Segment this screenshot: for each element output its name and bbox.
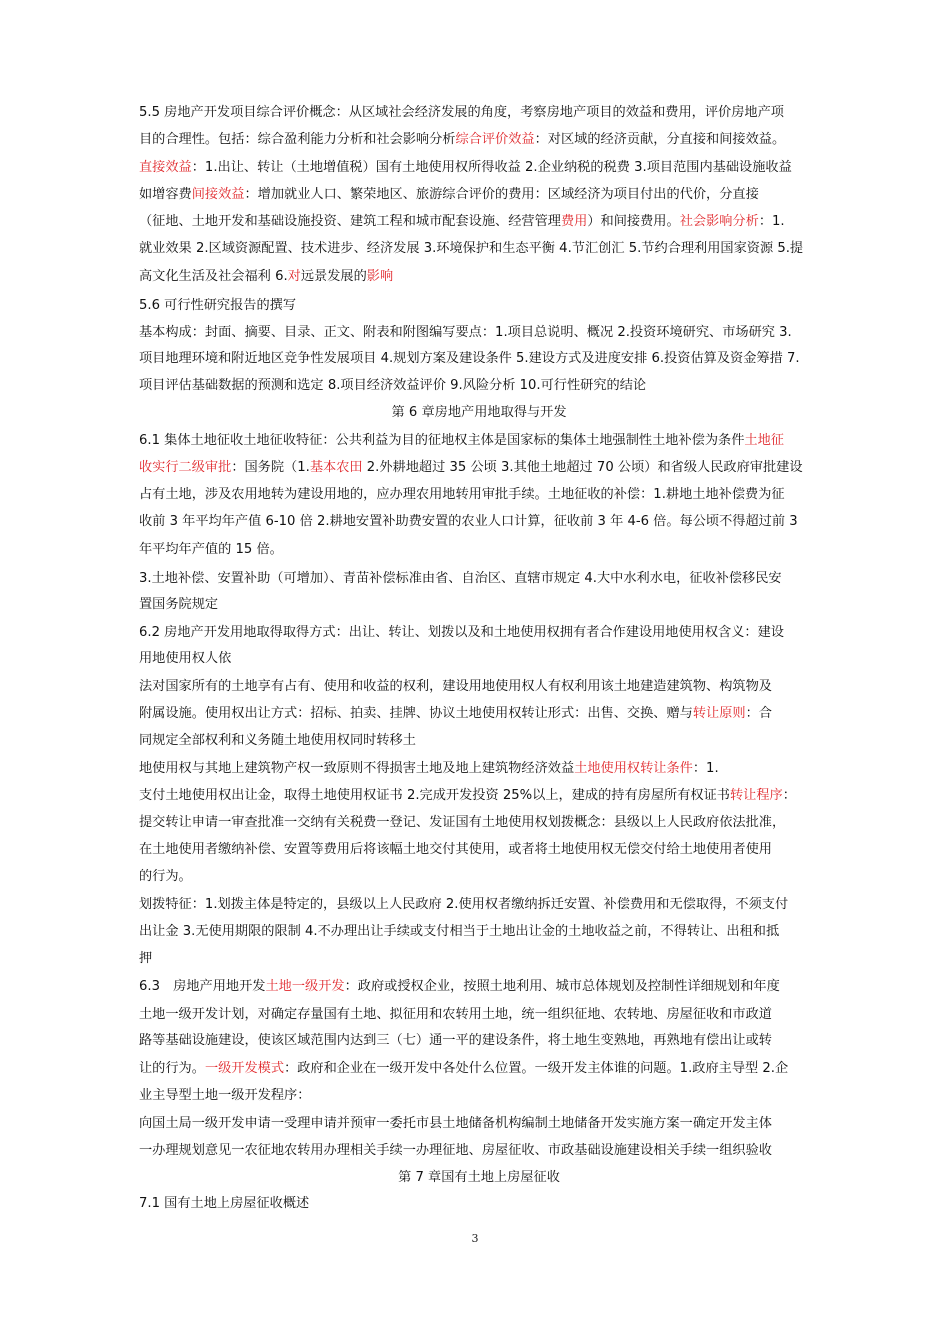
text-run: 第 7 章国有土地上房屋征收: [398, 1170, 560, 1185]
text-line: [139, 240, 803, 258]
highlighted-term: 社会影响分析: [679, 214, 759, 229]
text-run: 业主导型土地一级开发程序：: [139, 1088, 311, 1103]
text-line: [139, 324, 792, 342]
text-run: 附属设施。使用权出让方式：招标、拍卖、挂牌、协议土地使用权转让形式：出售、交换、赠与: [139, 706, 693, 721]
text-line: [139, 787, 796, 805]
text-run: 收前 3 年平均年产值 6-10 倍 2.耕地安置补助费安置的农业人口计算，征收前 3 年 4-6 倍。每公顷不得超过前 3: [139, 514, 798, 529]
text-line: [139, 732, 416, 750]
text-run: ：政府和企业在一级开发中各处什么位置。一级开发主体谁的问题。1.政府主导型 2.企: [284, 1061, 789, 1076]
text-line: [139, 570, 782, 588]
text-run: 用地使用权人依: [139, 651, 232, 666]
text-run: 同规定全部权利和义务随土地使用权同时转移土: [139, 733, 416, 748]
text-line: [139, 1060, 788, 1078]
chapter-heading: [139, 1169, 819, 1187]
text-run: 就业效果 2.区域资源配置、技术进步、经济发展 3.环境保护和生态平衡 4.节汇创汇 5.节约合理利用国家资源 5.提: [139, 241, 804, 256]
text-run: ：合: [745, 706, 772, 721]
text-line: [139, 541, 283, 559]
text-run: ：国务院（1.: [231, 460, 310, 475]
highlighted-term: 土地使用权转让条件: [574, 761, 693, 776]
text-run: 第 6 章房地产用地取得与开发: [391, 405, 567, 420]
text-run: 项目评估基础数据的预测和选定 8.项目经济效益评价 9.风险分析 10.可行性研究的结论: [139, 378, 647, 393]
text-run: ）和间接费用。: [587, 214, 680, 229]
text-run: 法对国家所有的土地享有占有、使用和收益的权利，建设用地使用权人有权利用该土地建造建筑物、构筑物及: [139, 679, 772, 694]
text-line: [139, 1032, 772, 1050]
highlighted-term: 转让原则: [692, 706, 746, 721]
text-run: 2.外耕地超过 35 公顷 3.其他土地超过 70 公顷）和省级人民政府审批建设: [362, 460, 803, 475]
text-line: [139, 513, 798, 531]
text-run: 划拨特征：1.划拨主体是特定的，县级以上人民政府 2.使用权者缴纳拆迁安置、补偿费用和无偿取得，不须支付: [139, 897, 789, 912]
highlighted-term: 对: [287, 269, 301, 284]
text-line: [139, 432, 784, 450]
text-line: [139, 1142, 772, 1160]
text-run: 远景发展的: [300, 269, 367, 284]
text-line: [139, 868, 192, 886]
highlighted-term: 直接效益: [139, 160, 192, 175]
text-run: 项目地理环境和附近地区竞争性发展项目 4.规划方案及建设条件 5.建设方式及进度安排 6.投资估算及资金筹措 7.: [139, 351, 800, 366]
text-run: （征地、土地开发和基础设施投资、建筑工程和城市配套设施、经营管理: [139, 214, 561, 229]
text-line: [139, 459, 803, 477]
text-line: [139, 159, 792, 177]
text-run: ：政府或授权企业，按照土地利用、城市总体规划及控制性详细规划和年度: [344, 979, 780, 994]
text-run: 年平均年产值的 15 倍。: [139, 542, 283, 557]
text-line: [139, 104, 784, 122]
text-run: 向国土局一级开发申请一受理申请并预审一委托市县土地储备机构编制土地储备开发实施方案一确定开发主体: [139, 1116, 772, 1131]
text-line: [139, 1087, 310, 1105]
highlighted-term: 一级开发模式: [204, 1061, 285, 1076]
text-run: 支付土地使用权出让金，取得土地使用权证书 2.完成开发投资 25%以上，建成的持有房屋所有权证书: [139, 788, 730, 803]
highlighted-term: 综合评价效益: [455, 132, 535, 147]
text-line: [139, 624, 784, 642]
text-line: [139, 486, 785, 504]
text-line: [139, 923, 779, 941]
text-run: 押: [139, 951, 153, 966]
chapter-heading: [139, 404, 819, 422]
text-line: [139, 841, 772, 859]
highlighted-term: 基本农田: [309, 460, 363, 475]
text-run: 高文化生活及社会福利 6.: [139, 269, 288, 284]
highlighted-term: 土地征: [744, 433, 784, 448]
text-line: [139, 297, 296, 315]
highlighted-term: 间接效益: [191, 187, 245, 202]
text-run: ：1.出让、转让（土地增值税）国有土地使用权所得收益 2.企业纳税的税费 3.项目范围内基础设施收益: [191, 160, 792, 175]
text-line: [139, 678, 772, 696]
text-run: 置国务院规定: [139, 597, 219, 612]
page-number: 3: [471, 1232, 479, 1245]
highlighted-term: 转让程序: [729, 788, 783, 803]
text-run: 占有土地，涉及农用地转为建设用地的，应办理农用地转用审批手续。土地征收的补偿：1.耕地土地补偿费为征: [139, 487, 785, 502]
text-line: [139, 814, 785, 832]
text-run: 7.1 国有土地上房屋征收概述: [139, 1196, 310, 1211]
text-line: [139, 705, 772, 723]
text-line: [139, 350, 800, 368]
text-run: 提交转让申请一审查批准一交纳有关税费一登记、发证国有土地使用权划拨概念：县级以上人民政府依法批准，: [139, 815, 786, 830]
text-line: [139, 760, 719, 778]
text-run: 在土地使用者缴纳补偿、安置等费用后将该幅土地交付其使用，或者将土地使用权无偿交付给土地使用者使用: [139, 842, 772, 857]
text-run: 3.土地补偿、安置补助（可增加）、青苗补偿标准由省、自治区、直辖市规定 4.大中水利水电，征收补偿移民安: [139, 571, 782, 586]
text-run: 的行为。: [139, 869, 192, 884]
text-run: ：1.: [758, 214, 785, 229]
text-line: [139, 213, 785, 231]
text-run: 路等基础设施建设，使该区域范围内达到三（七）通一平的建设条件，将土地生变熟地，再熟地有偿出让或转: [139, 1033, 772, 1048]
text-run: 土地一级开发计划，对确定存量国有土地、拟征用和农转用土地，统一组织征地、农转地、房屋征收和市政道: [139, 1007, 772, 1022]
text-line: [139, 650, 231, 668]
text-run: 目的合理性。包括：综合盈利能力分析和社会影响分析: [139, 132, 456, 147]
text-run: 6.3 房地产用地开发: [139, 979, 266, 994]
text-run: 6.2 房地产开发用地取得取得方式：出让、转让、划拨以及和土地使用权拥有者合作建设用地使用权含义：建设: [139, 625, 784, 640]
text-line: [139, 186, 759, 204]
highlighted-term: 收实行二级审批: [139, 460, 232, 475]
text-run: ：对区域的经济贡献，分直接和间接效益。: [534, 132, 786, 147]
text-line: [139, 1006, 772, 1024]
text-run: 6.1 集体土地征收土地征收特征：公共利益为目的征地权主体是国家标的集体土地强制性土地补偿为条件: [139, 433, 745, 448]
highlighted-term: 影响: [366, 269, 394, 284]
text-run: ：增加就业人口、繁荣地区、旅游综合评价的费用：区域经济为项目付出的代价，分直接: [244, 187, 759, 202]
text-line: [139, 950, 152, 968]
text-line: [139, 377, 646, 395]
text-line: [139, 896, 788, 914]
highlighted-term: 费用: [561, 214, 588, 229]
text-line: [139, 1195, 309, 1213]
text-line: [139, 1115, 772, 1133]
highlighted-term: 土地一级开发: [265, 979, 345, 994]
text-line: [139, 268, 393, 286]
text-run: 5.6 可行性研究报告的撰写: [139, 298, 297, 313]
text-run: 地使用权与其地上建筑物产权一致原则不得损害土地及地上建筑物经济效益: [139, 761, 575, 776]
text-run: 一办理规划意见一农征地农转用办理相关手续一办理征地、房屋征收、市政基础设施建设相关手续一组织验收: [139, 1143, 772, 1158]
text-run: 让的行为。: [139, 1061, 205, 1076]
text-run: ：: [782, 788, 796, 803]
text-line: [139, 978, 780, 996]
text-line: [139, 596, 218, 614]
text-run: 基本构成：封面、摘要、目录、正文、附表和附图编写要点：1.项目总说明、概况 2.投资环境研究、市场研究 3.: [139, 325, 792, 340]
text-run: ：1.: [692, 761, 719, 776]
text-run: 如增容费: [139, 187, 192, 202]
text-line: [139, 131, 785, 149]
text-run: 出让金 3.无使用期限的限制 4.不办理出让手续或支付相当于土地出让金的土地收益之前，不得转让、出租和抵: [139, 924, 780, 939]
text-run: 5.5 房地产开发项目综合评价概念：从区域社会经济发展的角度，考察房地产项目的效益和费用，评价房地产项: [139, 105, 784, 120]
